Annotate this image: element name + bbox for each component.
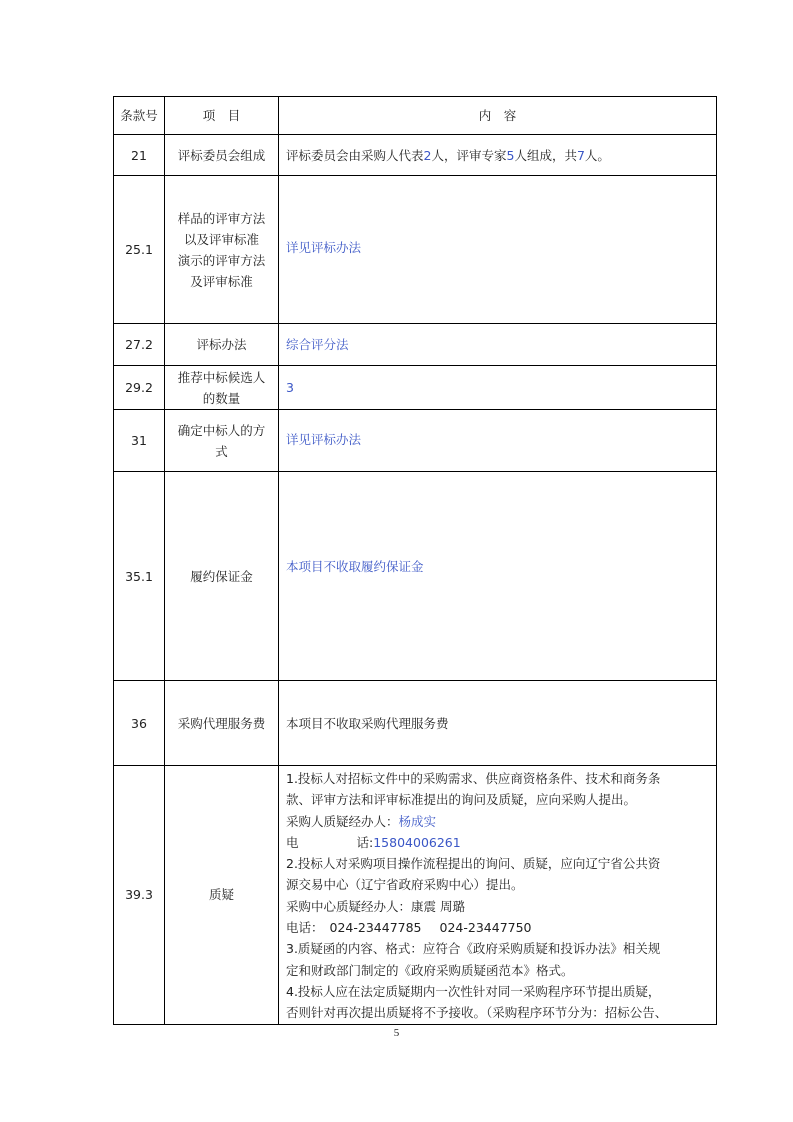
content-text: 详见评标办法 (286, 431, 362, 447)
table-row (114, 135, 717, 176)
content-label: 采购人质疑经办人： (286, 813, 399, 829)
expert-count: 5 (506, 147, 515, 163)
content-text: 本项目不收取履约保证金 (286, 558, 424, 574)
clause-number: 25.1 (114, 176, 165, 324)
clause-number: 29.2 (114, 366, 165, 410)
item-line: 推荐中标候选人 (177, 369, 266, 385)
table-row (114, 324, 717, 366)
clause-number: 21 (114, 135, 165, 176)
content-label: 话: (356, 834, 374, 850)
item-name (165, 176, 279, 324)
item-content (279, 176, 717, 324)
item-name: 质疑 (165, 766, 279, 1025)
content-line (286, 832, 710, 853)
header-item: 项 目 (165, 97, 279, 135)
clause-number: 31 (114, 410, 165, 472)
item-line: 演示的评审方法 (177, 252, 266, 268)
item-content (279, 410, 717, 472)
item-name (165, 366, 279, 410)
item-name: 采购代理服务费 (165, 681, 279, 766)
item-line: 样品的评审方法 (177, 210, 266, 226)
table-row (114, 176, 717, 324)
item-content (279, 472, 717, 681)
item-content (279, 135, 717, 176)
total-count: 7 (576, 147, 585, 163)
content-line (286, 811, 710, 832)
clause-number: 27.2 (114, 324, 165, 366)
clause-number: 39.3 (114, 766, 165, 1025)
content-label: 电话： (286, 920, 324, 936)
item-content: 本项目不收取采购代理服务费 (279, 681, 717, 766)
clause-number: 36 (114, 681, 165, 766)
item-content: 3 (279, 366, 717, 410)
content-line: 3.质疑函的内容、格式：应符合《政府采购质疑和投诉办法》相关规 (286, 941, 661, 957)
item-name (165, 410, 279, 472)
buyer-contact-name: 杨成实 (398, 813, 437, 829)
item-content: 综合评分法 (279, 324, 717, 366)
item-content (279, 766, 717, 1025)
table-row (114, 472, 717, 681)
content-line: 4.投标人应在法定质疑期内一次性针对同一采购程序环节提出质疑， (286, 983, 661, 999)
buyer-contact-phone: 15804006261 (373, 834, 461, 850)
content-text: 人，评审专家 (431, 147, 507, 163)
content-text: 人。 (584, 147, 610, 163)
table-row (114, 366, 717, 410)
content-line: 否则针对再次提出质疑将不予接收。（采购程序环节分为：招标公告、 (286, 1005, 668, 1021)
content-text: 评标委员会由采购人代表 (286, 147, 424, 163)
content-line: 源交易中心（辽宁省政府采购中心）提出。 (286, 877, 524, 893)
buyer-rep-count: 2 (423, 147, 432, 163)
item-name: 评标委员会组成 (165, 135, 279, 176)
item-line: 式 (215, 443, 228, 459)
content-line: 定和财政部门制定的《政府采购质疑函范本》格式。 (286, 962, 574, 978)
content-line: 采购中心质疑经办人：康震 周璐 (286, 898, 465, 914)
table-row (114, 410, 717, 472)
bid-data-table (113, 96, 717, 1025)
page-number: 5 (393, 1027, 400, 1039)
clause-number: 35.1 (114, 472, 165, 681)
item-name: 评标办法 (165, 324, 279, 366)
item-line: 确定中标人的方 (177, 422, 266, 438)
header-content: 内 容 (279, 97, 717, 135)
item-name: 履约保证金 (165, 472, 279, 681)
table-row (114, 766, 717, 1025)
content-text: 详见评标办法 (286, 239, 362, 255)
center-phone-2: 024-23447750 (439, 920, 532, 936)
table-header-row (114, 97, 717, 135)
content-label: 电 (286, 834, 299, 850)
content-line (286, 917, 710, 938)
content-line: 2.投标人对采购项目操作流程提出的询问、质疑，应向辽宁省公共资 (286, 856, 661, 872)
content-line: 1.投标人对招标文件中的采购需求、供应商资格条件、技术和商务条 (286, 771, 661, 786)
item-line: 及评审标准 (190, 273, 253, 289)
center-phone-1: 024-23447785 (329, 920, 422, 936)
table-row (114, 681, 717, 766)
header-clause-number: 条款号 (114, 97, 165, 135)
content-line: 款、评审方法和评审标准提出的询问及质疑，应向采购人提出。 (286, 792, 637, 808)
item-line: 以及评审标准 (183, 231, 259, 247)
content-text: 人组成，共 (514, 147, 577, 163)
item-line: 的数量 (202, 390, 241, 406)
